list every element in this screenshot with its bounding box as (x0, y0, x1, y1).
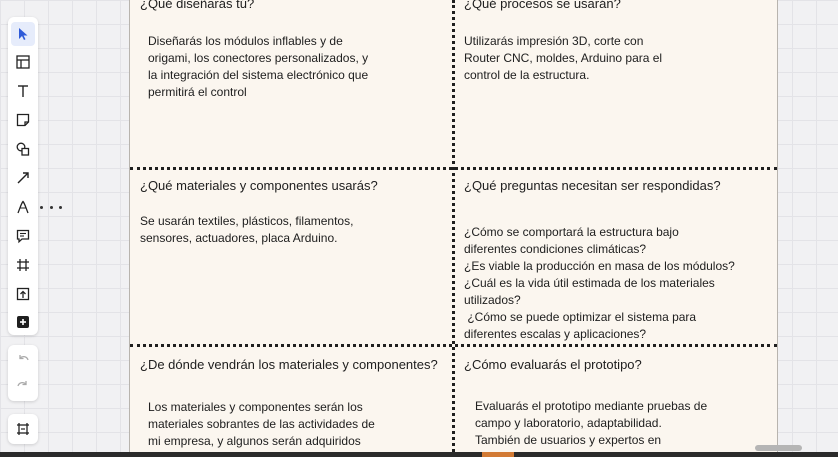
left-toolbar (8, 17, 38, 335)
bottom-bar-accent (482, 452, 514, 457)
undo-icon[interactable] (11, 348, 35, 372)
sticky-note-icon[interactable] (11, 108, 35, 132)
horizontal-divider (130, 344, 777, 347)
horizontal-divider (130, 167, 777, 170)
undo-redo-group (8, 345, 38, 401)
arrow-icon[interactable] (11, 166, 35, 190)
cell-question: ¿Qué preguntas necesitan ser respondidas? (464, 178, 721, 193)
text-icon[interactable] (11, 79, 35, 103)
cursor-icon[interactable] (11, 22, 35, 46)
more-dots-icon[interactable] (40, 200, 62, 214)
comment-icon[interactable] (11, 224, 35, 248)
horizontal-scrollbar[interactable] (755, 445, 802, 451)
frames-list-icon[interactable] (11, 417, 35, 441)
cell-question: ¿Qué diseñarás tú? (140, 0, 255, 11)
upload-icon[interactable] (11, 282, 35, 306)
frame-icon[interactable] (11, 253, 35, 277)
cell-answer[interactable]: Utilizarás impresión 3D, corte con Router CNC, moldes, Arduino para el control de la estructura. (464, 34, 663, 82)
cell-answer[interactable]: ¿Cómo se comportará la estructura bajo diferentes condiciones climáticas? ¿Es viable la producción en masa de los módulos? ¿Cuál es la vida útil estimada de los materiales utilizados? ¿Cómo se puede optimizar el sistema para diferentes escalas y aplicaciones? (464, 225, 735, 341)
vertical-divider (452, 0, 455, 457)
cell-answer[interactable]: Diseñarás los módulos inflables y de origami, los conectores personalizados, y la integración del sistema electrónico que permitirá el control (148, 34, 369, 99)
redo-icon[interactable] (11, 374, 35, 398)
frames-panel-button[interactable] (8, 414, 38, 444)
add-icon[interactable] (11, 310, 35, 334)
cell-question: ¿Qué materiales y componentes usarás? (140, 178, 378, 193)
cell-answer[interactable]: Evaluarás el prototipo mediante pruebas de campo y laboratorio, adaptabilidad. También de usuarios y expertos en (475, 399, 708, 447)
cell-question: ¿Cómo evaluarás el prototipo? (464, 357, 642, 372)
cell-question: ¿Qué procesos se usarán? (464, 0, 621, 11)
layout-icon[interactable] (11, 50, 35, 74)
design-template-board[interactable] (129, 0, 778, 457)
cell-answer[interactable]: Se usarán textiles, plásticos, filamentos, sensores, actuadores, placa Arduino. (140, 214, 354, 245)
bottom-bar (0, 452, 838, 457)
pen-icon[interactable] (11, 195, 35, 219)
cell-question: ¿De dónde vendrán los materiales y componentes? (140, 357, 438, 372)
cell-answer[interactable]: Los materiales y componentes serán los materiales sobrantes de las actividades de mi empresa, y algunos serán adquiridos (148, 400, 375, 448)
shapes-icon[interactable] (11, 137, 35, 161)
